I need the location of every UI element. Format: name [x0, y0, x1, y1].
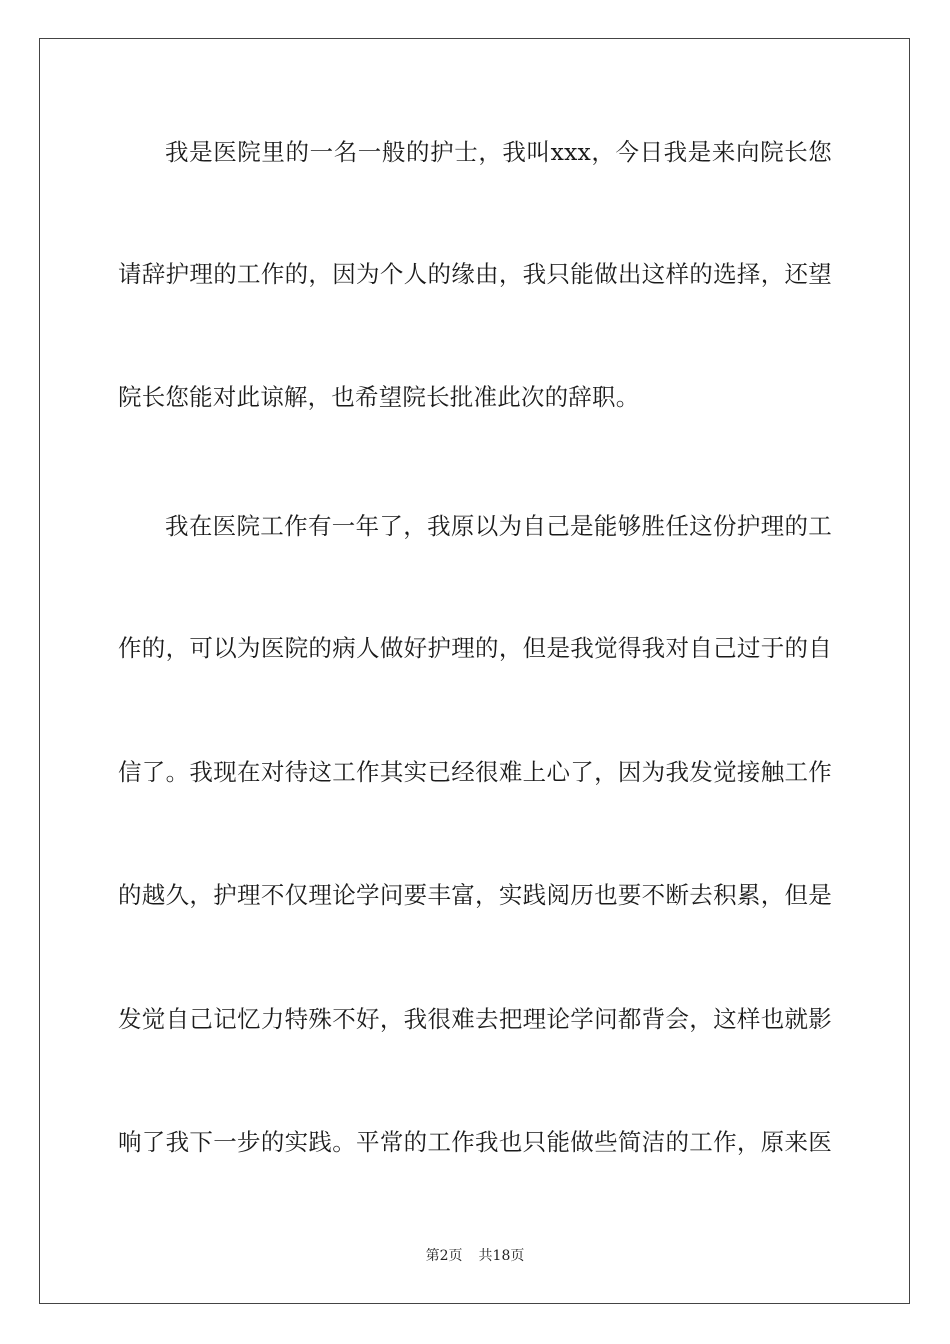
page-number: 第2页: [425, 1248, 463, 1264]
paragraph-2-line-2: 作的，可以为医院的病人做好护理的，但是我觉得我对自己过于的自: [118, 634, 832, 662]
page-footer: [0, 1247, 950, 1265]
paragraph-2-line-4: 的越久，护理不仅理论学问要丰富，实践阅历也要不断去积累，但是: [118, 881, 832, 909]
page-frame: [39, 38, 910, 1304]
paragraph-2-line-3: 信了。我现在对待这工作其实已经很难上心了，因为我发觉接触工作: [118, 758, 832, 786]
paragraph-1-line-1: 我是医院里的一名一般的护士，我叫xxx，今日我是来向院长您: [165, 138, 832, 166]
paragraph-2-line-5: 发觉自己记忆力特殊不好，我很难去把理论学问都背会，这样也就影: [118, 1005, 832, 1033]
paragraph-2-line-6: 响了我下一步的实践。平常的工作我也只能做些简洁的工作，原来医: [118, 1128, 832, 1156]
paragraph-1-line-3: 院长您能对此谅解，也希望院长批准此次的辞职。: [118, 383, 640, 411]
page-total: 共18页: [478, 1248, 525, 1264]
paragraph-2-line-1: 我在医院工作有一年了，我原以为自己是能够胜任这份护理的工: [165, 512, 832, 540]
paragraph-1-line-2: 请辞护理的工作的，因为个人的缘由，我只能做出这样的选择，还望: [118, 260, 832, 288]
